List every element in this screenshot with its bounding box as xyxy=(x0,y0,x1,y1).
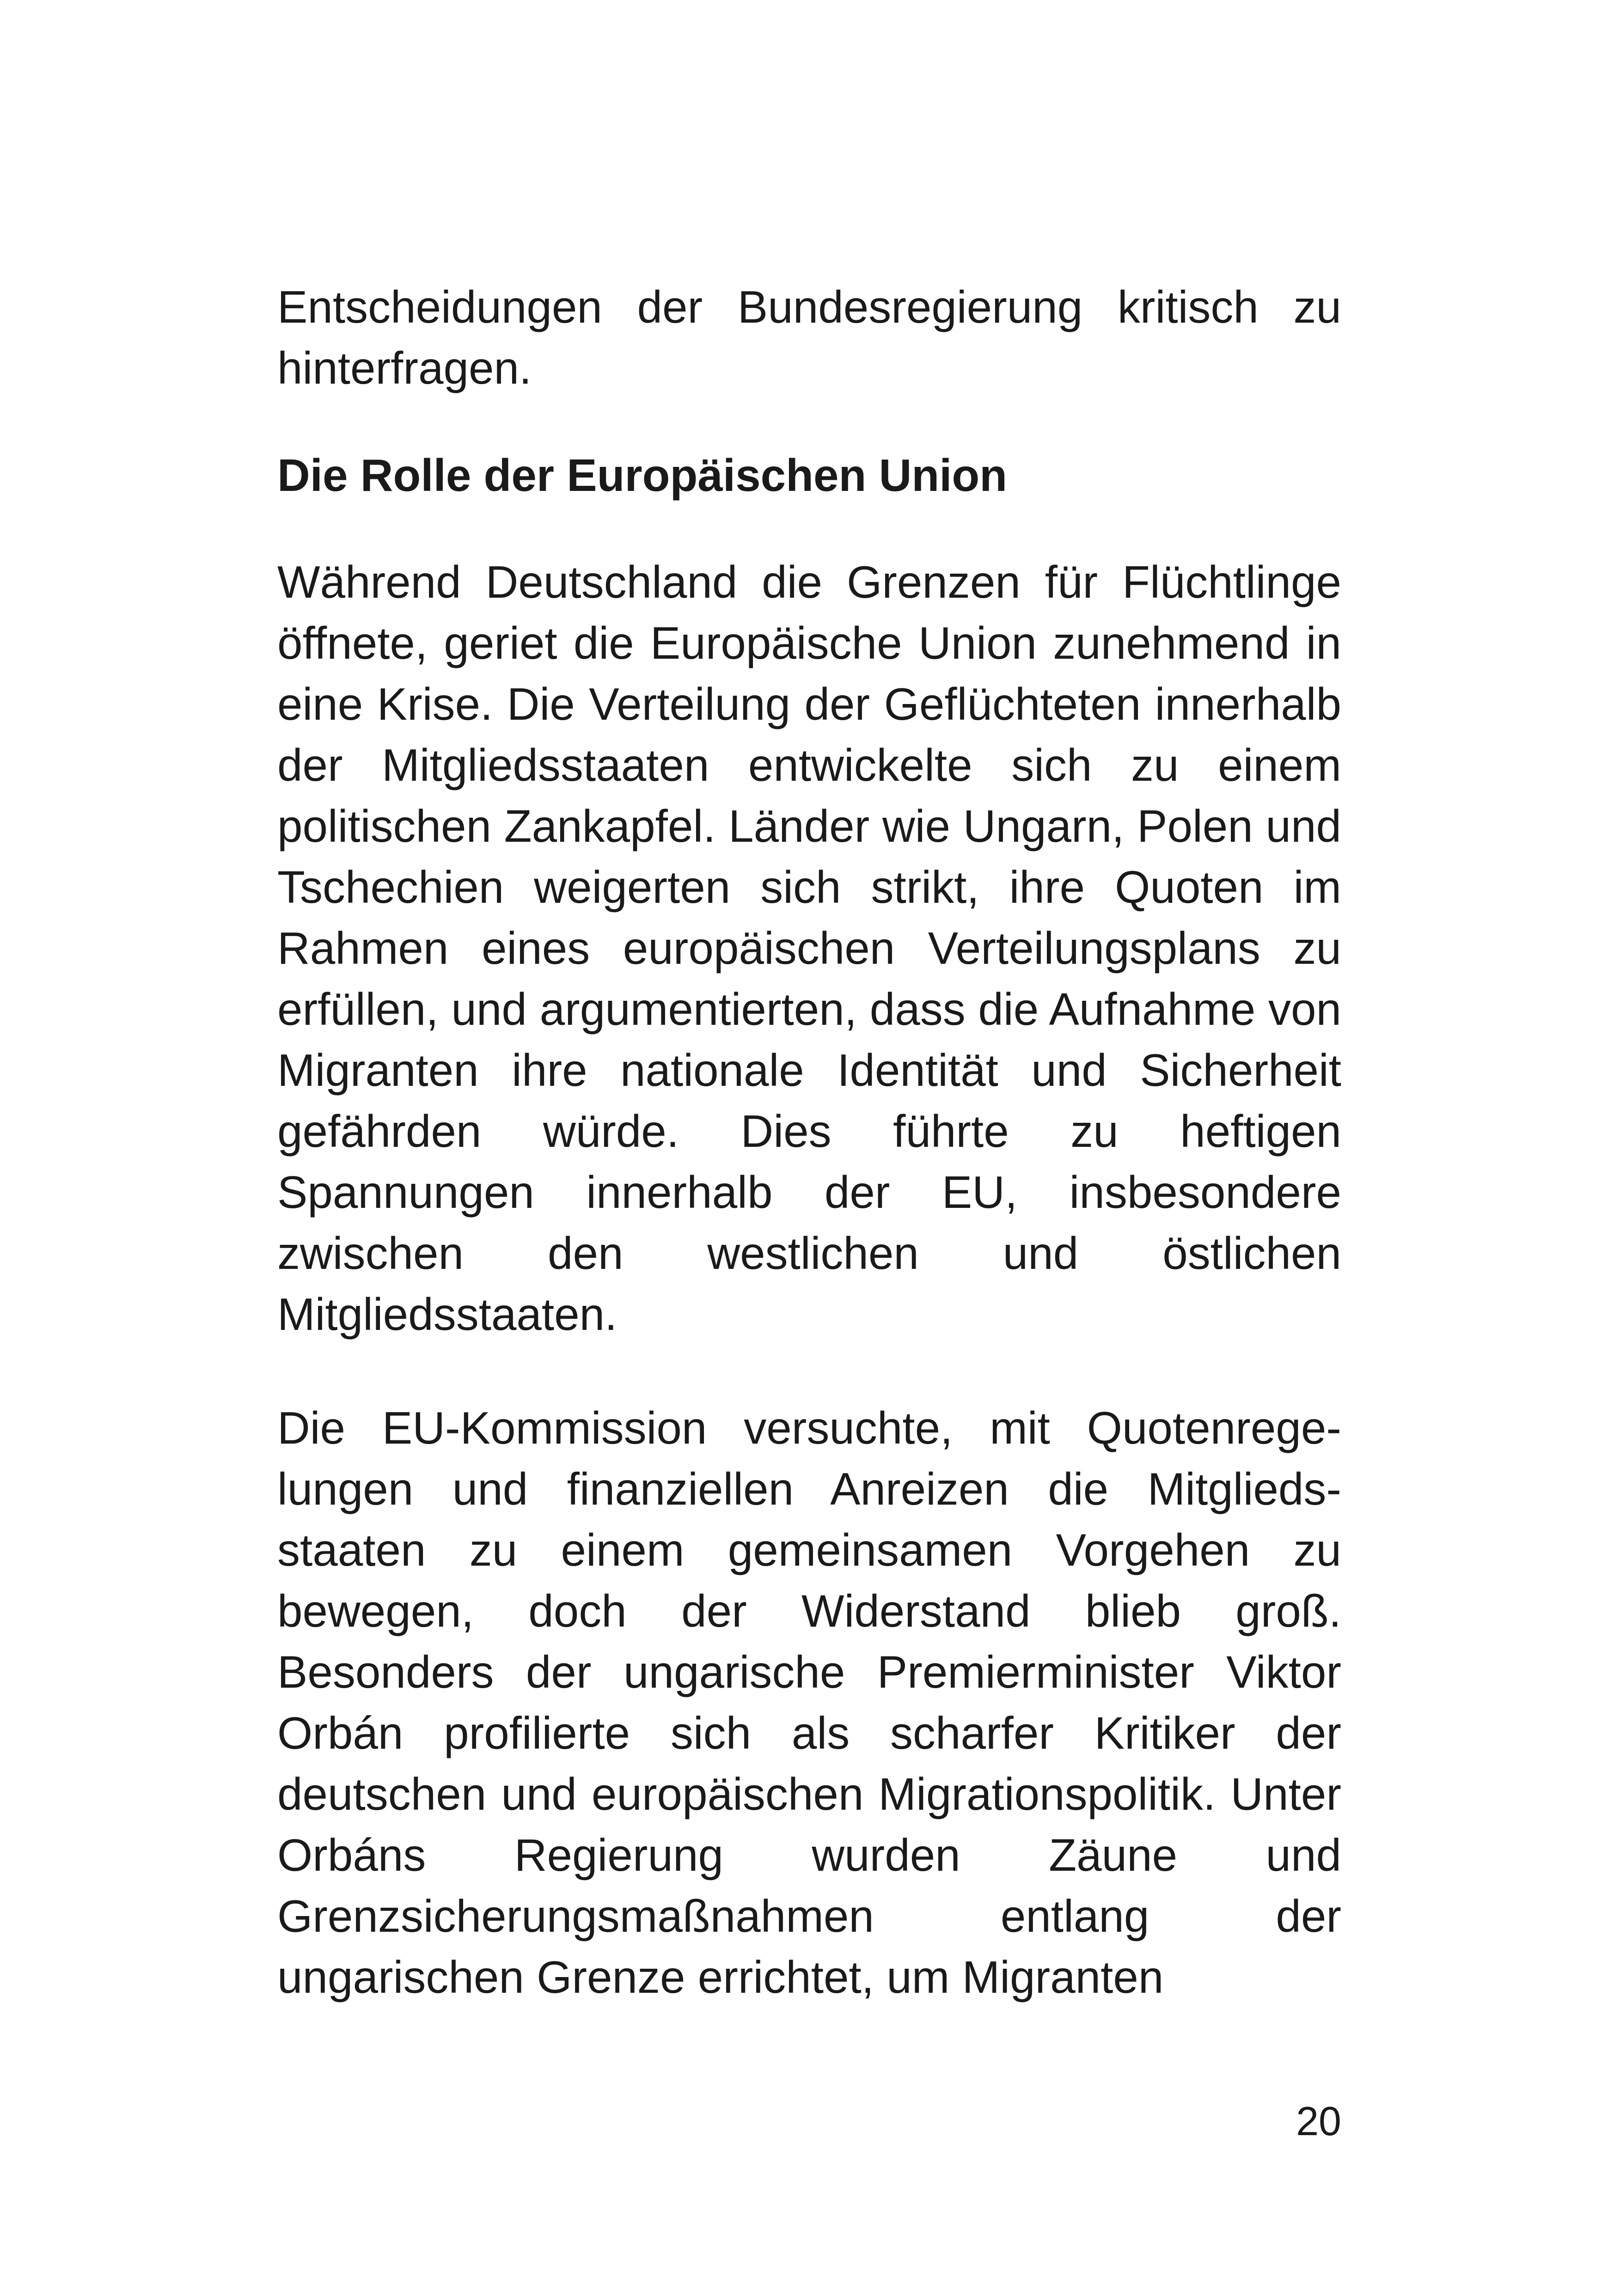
section-heading: Die Rolle der Europäischen Union xyxy=(277,450,1008,501)
body-paragraph-2: Die EU-Kommission versuchte, mit Quotenregelungen und finanziellen Anreizen die Mitgliedsstaaten zu einem gemeinsamen Vorgehen zu bewegen, doch der Widerstand blieb groß. Besonders der ungarische Premierminister Viktor Orbán profilierte sich als scharfer Kritiker der deutschen und europäischen Migrationspolitik. Unter Orbáns Regierung wurden Zäune und Grenzsicherungsmaßnahmen entlang der ungarischen Grenze errichtet, um Migranten xyxy=(277,1402,1341,2002)
page-number: 20 xyxy=(1296,2098,1341,2144)
intro-paragraph: Entscheidungen der Bundesregierung kritisch zu hinterfragen. xyxy=(277,282,1341,393)
body-paragraph-1: Während Deutschland die Grenzen für Flüchtlinge öffnete, geriet die Europäische Union zunehmend in eine Krise. Die Verteilung der Geflüchteten innerhalb der Mitgliedsstaaten entwickelte sich zu einem politischen Zankapfel. Länder wie Ungarn, Polen und Tschechien weigerten sich strikt, ihre Quoten im Rahmen eines europäischen Verteilungsplans zu erfüllen, und argumentierten, dass die Aufnahme von Migranten ihre nationale Identität und Sicherheit gefährden würde. Dies führte zu heftigen Spannungen innerhalb der EU, insbesondere zwischen den westlichen und östlichen Mitgliedsstaaten. xyxy=(277,557,1341,1340)
